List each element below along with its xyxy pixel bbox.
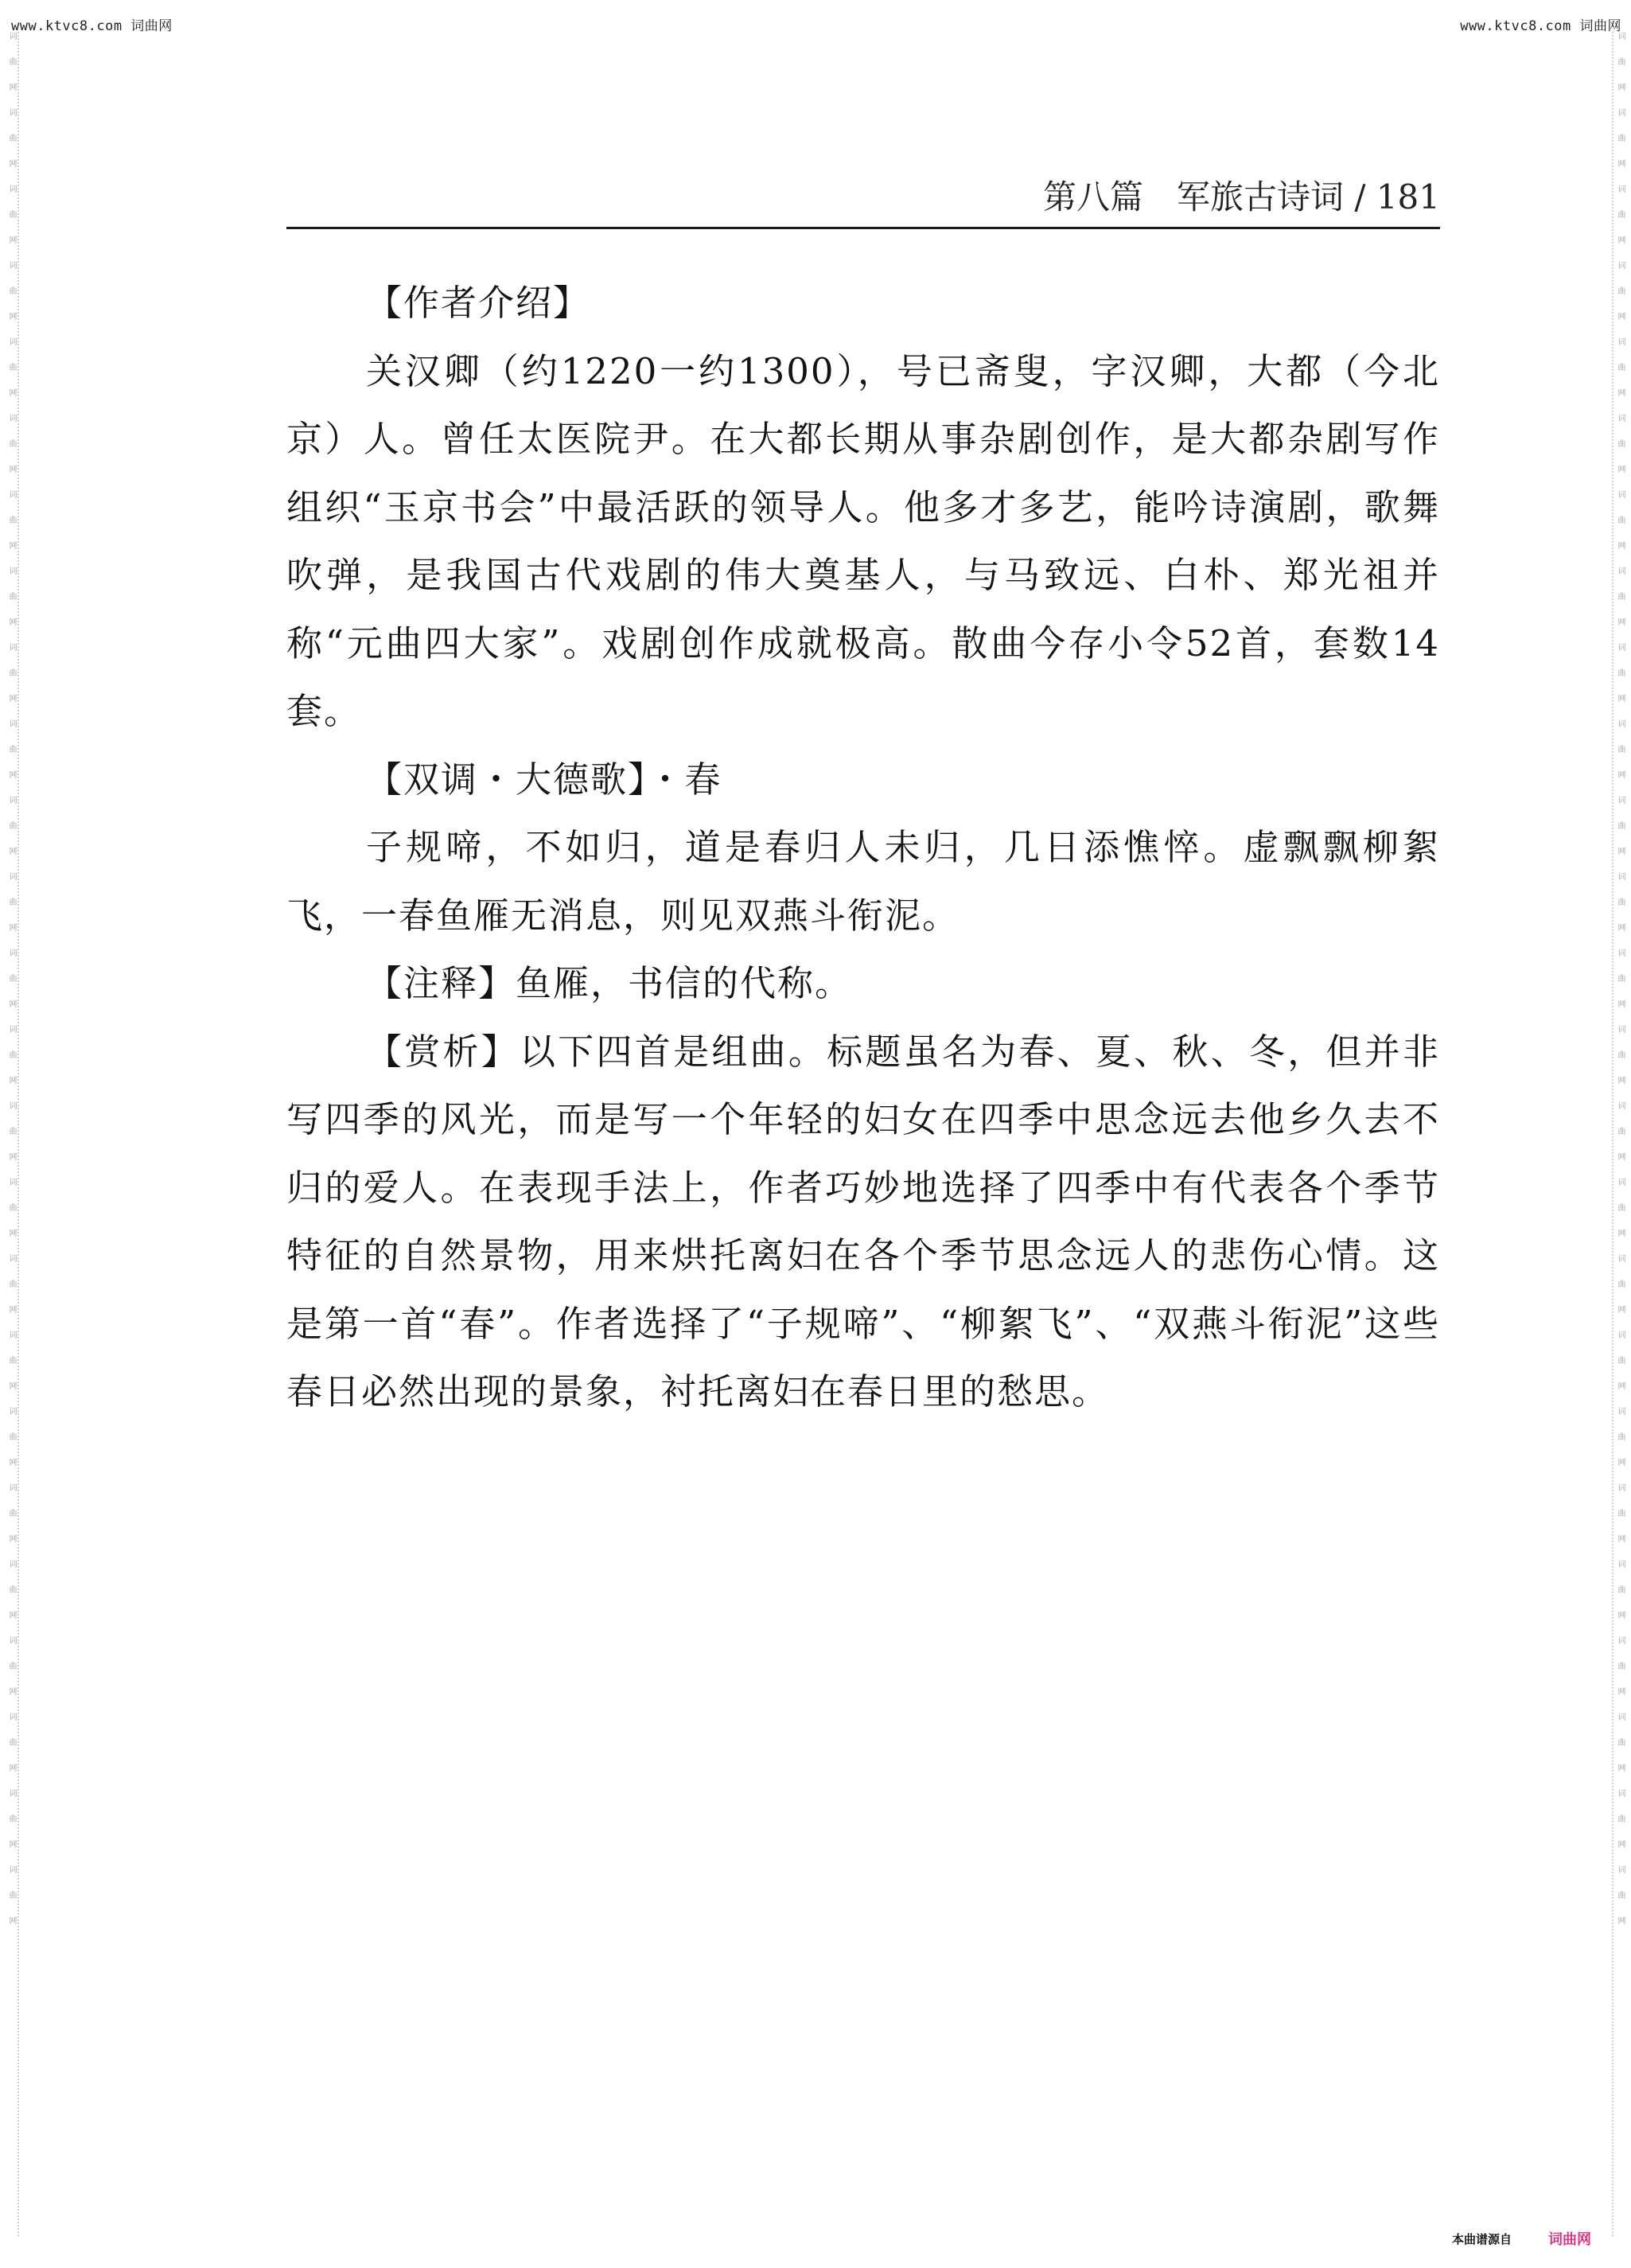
poem-title: 【双调・大德歌】・春 [366,758,722,801]
annotation-paragraph: 【注释】鱼雁，书信的代称。 [366,962,853,1004]
section-heading-author-intro: 【作者介绍】 [366,282,591,324]
watermark-top-left: www.ktvc8.com 词曲网 [11,18,173,34]
running-header-title: 第八篇 军旅古诗词 / 181 [1042,177,1440,216]
watermark-strip-right-text: 词曲网词曲网词曲网词曲网词曲网词曲网词曲网词曲网词曲网词曲网词曲网词曲网词曲网词曲网词曲网词曲网词曲网词曲网词曲网词曲网词曲网词曲网词曲网词曲网词曲网 [1616,32,1625,1942]
page-body [286,269,1440,1426]
appreciation-paragraph: 【赏析】以下四首是组曲。标题虽名为春、夏、秋、冬，但并非写四季的风光，而是写一个年轻的妇女在四季中思念远去他乡久去不归的爱人。在表现手法上，作者巧妙地选择了四季中有代表各个季节特征的自然景物，用来烘托离妇在各个季节思念远人的悲伤心情。这是第一首“春”。作者选择了“子规啼”、“柳絮飞”、“双燕斗衔泥”这些春日必然出现的景象，衬托离妇在春日里的愁思。 [286,1030,1440,1413]
poem-text: 子规啼，不如归，道是春归人未归，几日添憔悴。虚飘飘柳絮飞，一春鱼雁无消息，则见双燕斗衔泥。 [286,826,1440,937]
author-intro-paragraph: 关汉卿（约1220一约1300），号已斋叟，字汉卿，大都（今北京）人。曾任太医院尹。在大都长期从事杂剧创作，是大都杂剧写作组织“玉京书会”中最活跃的领导人。他多才多艺，能吟诗演剧，歌舞吹弹，是我国古代戏剧的伟大奠基人，与马致远、白朴、郑光祖并称“元曲四大家”。戏剧创作成就极高。散曲今存小令52首，套数14套。 [286,349,1440,732]
watermark-strip-left-text: 词曲网词曲网词曲网词曲网词曲网词曲网词曲网词曲网词曲网词曲网词曲网词曲网词曲网词曲网词曲网词曲网词曲网词曲网词曲网词曲网词曲网词曲网词曲网词曲网词曲网 [7,32,16,1942]
watermark-strip-right [1612,32,1626,2236]
watermark-bottom-note: 本曲谱源自 [1451,2232,1512,2247]
watermark-top-right: www.ktvc8.com 词曲网 [1460,18,1621,34]
watermark-strip-left [5,32,19,2236]
watermark-bottom-logo: 词曲网 [1548,2231,1591,2248]
running-header [286,179,1440,229]
